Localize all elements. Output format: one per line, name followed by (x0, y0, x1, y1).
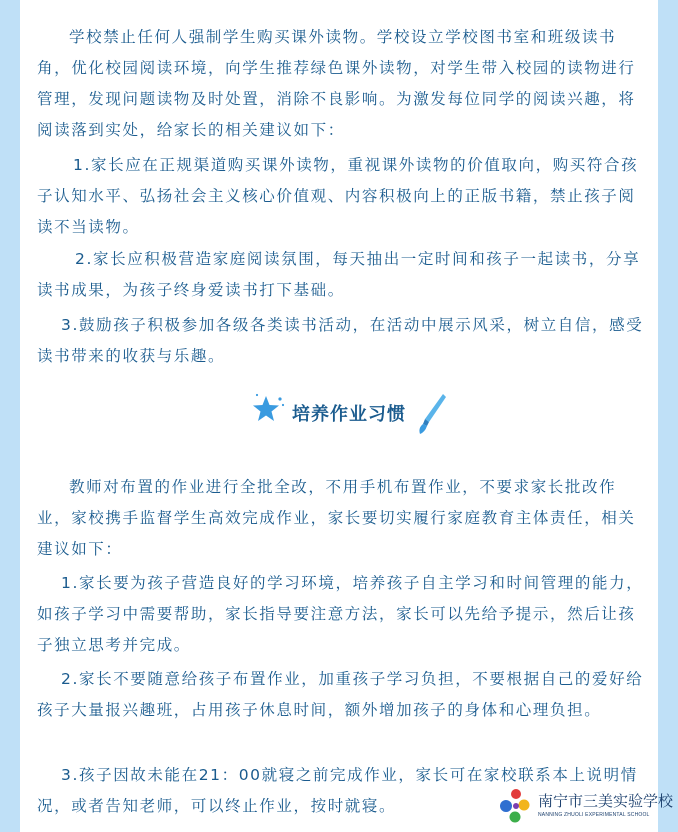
paintbrush-icon (416, 392, 448, 436)
reading-suggestion-2: 2.家长应积极营造家庭阅读氛围，每天抽出一定时间和孩子一起读书，分享读书成果，为孩子终身爱读书打下基础。 (37, 250, 641, 299)
homework-section-title: 培养作业习惯 (292, 404, 406, 425)
article-page (20, 0, 658, 832)
homework-suggestion-1: 1.家长要为孩子营造良好的学习环境，培养孩子自主学习和时间管理的能力，如孩子学习中需要帮助，家长指导要注意方法，家长可以先给予提示，然后让孩子独立思考并完成。 (37, 574, 644, 654)
school-name-cn: 南宁市三美实验学校 (538, 792, 674, 810)
school-emblem-icon (498, 788, 534, 824)
school-logo (498, 786, 674, 826)
homework-section-header (252, 392, 452, 436)
reading-intro-paragraph: 学校禁止任何人强制学生购买课外读物。学校设立学校图书室和班级读书角，优化校园阅读环境，向学生推荐绿色课外读物，对学生带入校园的读物进行管理，发现问题读物及时处置，消除不良影响。为激发每位同学的阅读兴趣，将阅读落到实处，给家长的相关建议如下： (37, 28, 636, 139)
reading-suggestion-1: 1.家长应在正规渠道购买课外读物，重视课外读物的价值取向，购买符合孩子认知水平、弘扬社会主义核心价值观、内容积极向上的正版书籍，禁止孩子阅读不当读物。 (37, 156, 639, 236)
star-icon (252, 392, 286, 426)
homework-suggestion-2: 2.家长不要随意给孩子布置作业，加重孩子学习负担，不要根据自己的爱好给孩子大量报兴趣班，占用孩子休息时间，额外增加孩子的身体和心理负担。 (37, 670, 644, 719)
school-name-en: NANNING ZHUOLI EXPERIMENTAL SCHOOL (538, 812, 650, 818)
reading-suggestion-3: 3.鼓励孩子积极参加各级各类读书活动，在活动中展示风采，树立自信，感受读书带来的收获与乐趣。 (37, 316, 644, 365)
homework-suggestion-3: 3.孩子因故未能在21：00就寝之前完成作业，家长可在家校联系本上说明情况，或者告知老师，可以终止作业，按时就寝。 (37, 766, 638, 815)
homework-intro-paragraph: 教师对布置的作业进行全批全改，不用手机布置作业，不要求家长批改作业，家校携手监督学生高效完成作业，家长要切实履行家庭教育主体责任，相关建议如下： (37, 478, 636, 558)
